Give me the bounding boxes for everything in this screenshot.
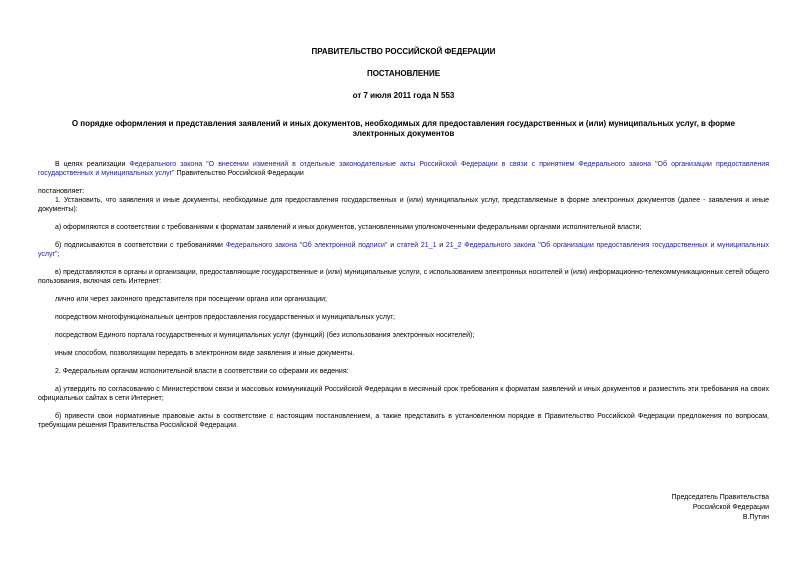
paragraph-2: 2. Федеральным органам исполнительной власти в соответствии со сферами их ведения: xyxy=(55,368,349,375)
signature-name: В.Путин xyxy=(742,514,769,521)
p1b-text: б) подписываются в соответствии с требованиями xyxy=(55,242,226,249)
article-21-2-link[interactable]: 21_2 xyxy=(445,242,462,249)
law-link[interactable]: Федерального закона "О внесении изменений в отдельные законодательные акты Российской Федерации в связи с принятием Федерального закона "Об организации предоставления государственных и муниципальных услуг" xyxy=(38,161,769,177)
document-title: О порядке оформления и представления заявлений и иных документов, необходимых для предоставления государственных и (или) муниципальных услуг, в форме электронных документов xyxy=(71,119,736,138)
signature-position: Председатель Правительства xyxy=(671,494,769,501)
way-item: иным способом, позволяющим передать в электронном виде заявления и иные документы. xyxy=(55,350,355,357)
paragraph-1c: в) представляются в органы и организации, предоставляющие государственные и (или) муниципальные услуги, с использованием электронных носителей и (или) информационно-телекоммуникационных сетей общего пользования, включая сеть Интернет: xyxy=(38,269,769,285)
way-item: посредством Единого портала государственных и муниципальных услуг (функций) (без использования электронных носителей); xyxy=(55,332,475,339)
way-item: лично или через законного представителя при посещении органа или организации; xyxy=(55,296,327,303)
decree-word: постановляет: xyxy=(38,188,85,195)
services-law-link[interactable]: Федерального закона "Об организации предоставления государственных и муниципальных услуг" xyxy=(38,242,770,258)
signature-block xyxy=(672,493,769,523)
paragraph-2a: а) утвердить по согласованию с Министерством связи и массовых коммуникаций Российской Федерации в месячный срок требования к форматам заявлений и иных документов и разместить эти требования на своих официальных сайтах в сети Интернет; xyxy=(38,386,769,402)
document-type: ПОСТАНОВЛЕНИЕ xyxy=(366,69,441,78)
document-date: от 7 июля 2011 года N 553 xyxy=(352,91,455,100)
p1b-end: ; xyxy=(57,251,60,258)
paragraph-1: 1. Установить, что заявления и иные документы, необходимые для предоставления государственных и (или) муниципальных услуг, представляемые в форме электронных документов (далее - заявления и иные документы): xyxy=(38,197,769,213)
paragraph-1a: а) оформляются в соответствии с требованиями к форматам заявлений и иных документов, установленными уполномоченными федеральными органами исполнительной власти; xyxy=(55,224,642,231)
issuer-heading: ПРАВИТЕЛЬСТВО РОССИЙСКОЙ ФЕДЕРАЦИИ xyxy=(311,47,496,56)
esign-law-link[interactable]: Федерального закона "Об электронной подписи" xyxy=(225,242,388,249)
intro-text: В целях реализации xyxy=(55,161,130,168)
p1b-and: и xyxy=(436,242,446,249)
p1b-mid: и xyxy=(387,242,397,249)
article-21-1-link[interactable]: статей 21_1 xyxy=(396,242,437,249)
paragraph-1b xyxy=(38,241,769,259)
paragraph-2b: б) привести свои нормативные правовые акты в соответствие с настоящим постановлением, а также представить в установленном порядке в Правительство Российской Федерации предложения по вопросам, требующим решения Правительства Российской Федерации. xyxy=(38,413,769,429)
intro-paragraph xyxy=(38,160,769,178)
way-item: посредством многофункциональных центров предоставления государственных и муниципальных услуг; xyxy=(55,314,395,321)
intro-text-end: Правительство Российской Федерации xyxy=(174,170,304,177)
document-body xyxy=(38,160,769,430)
signature-country: Российской Федерации xyxy=(692,504,769,511)
